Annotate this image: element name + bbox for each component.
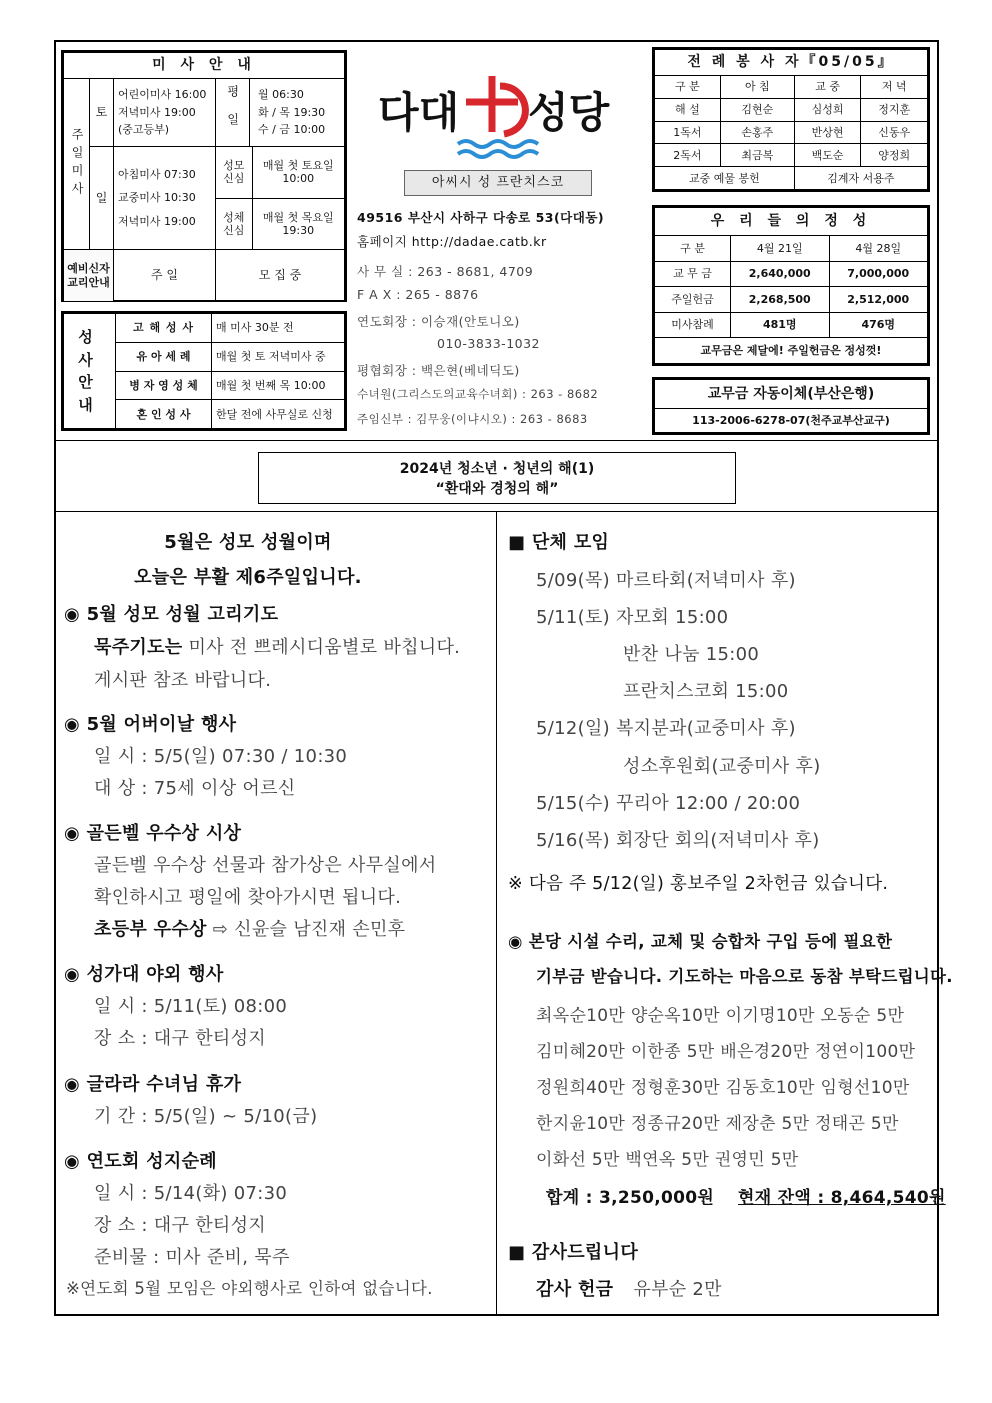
servers-header: 교 중: [794, 76, 861, 99]
servers-cell: 심성희: [794, 98, 861, 121]
homepage[interactable]: 홈페이지 http://dadae.catb.kr: [357, 234, 547, 249]
sunday-mass-label: 주일미사: [64, 79, 90, 250]
saturday-masses: 어린이미사 16:00 저녁미사 19:00 (중고등부): [114, 79, 216, 147]
chair-phone: 010-3833-1032: [437, 336, 541, 351]
parents-day-title: ◉ 5월 어버이날 행사: [64, 714, 237, 735]
offerings-value: 2,268,500: [731, 287, 830, 313]
offerings-row-label: 주일헌금: [655, 287, 731, 313]
goldenbell-line2: 확인하시고 평일에 찾아가시면 됩니다.: [94, 887, 402, 908]
office-phone: 사 무 실 : 263 - 8681, 4709: [357, 264, 534, 279]
group-item: 5/12(일) 복지분과(교중미사 후): [536, 718, 796, 739]
offerings-value: 2,640,000: [731, 261, 830, 287]
saturday-label: 토: [90, 79, 114, 147]
devotion2-label: 성체신심: [216, 198, 252, 249]
donation-title2: 기부금 받습니다. 기도하는 마음으로 동참 부탁드립니다.: [536, 967, 953, 986]
servers-role: 1독서: [655, 121, 721, 144]
group-item: 성소후원회(교중미사 후): [623, 756, 821, 777]
fax-number: F A X : 265 - 8876: [357, 287, 479, 302]
servers-cell: 반상현: [794, 121, 861, 144]
bank-account: 113-2006-6278-07(천주교부산교구): [655, 409, 928, 433]
header-divider: [54, 440, 939, 441]
catechism-status: 모 집 중: [216, 250, 345, 302]
sacraments-box: [61, 311, 347, 431]
group-item: 5/15(수) 꾸리아 12:00 / 20:00: [536, 793, 801, 814]
offerings-row-label: 교 무 금: [655, 261, 731, 287]
chair-person: 연도회장 : 이승재(안토니오): [357, 314, 520, 329]
parents-day-time: 일 시 : 5/5(일) 07:30 / 10:30: [94, 746, 348, 767]
offering-label: 교중 예물 봉헌: [655, 167, 795, 190]
choir-place: 장 소 : 대구 한티성지: [94, 1028, 266, 1049]
pilgrimage-title: ◉ 연도회 성지순례: [64, 1151, 217, 1172]
devotion-cells: [216, 147, 345, 250]
donor-row: 정원희40만 정형훈30만 김동호10만 임형선10만: [536, 1078, 910, 1098]
sacraments-label: 성사안내: [64, 314, 116, 429]
year-theme-box: [258, 452, 736, 504]
offerings-box: [652, 205, 930, 366]
sister-vacation-period: 기 간 : 5/5(일) ~ 5/10(금): [94, 1106, 318, 1127]
pilgrimage-prep: 준비물 : 미사 준비, 묵주: [94, 1247, 290, 1268]
sacrament-name: 혼 인 성 사: [116, 400, 212, 429]
choir-time: 일 시 : 5/11(토) 08:00: [94, 996, 288, 1017]
group-item: 반찬 나눔 15:00: [623, 644, 760, 665]
weekday-label: 평일: [216, 79, 250, 147]
pilgrimage-time: 일 시 : 5/14(화) 07:30: [94, 1183, 288, 1204]
offerings-header: 4월 21일: [731, 236, 830, 262]
thanks-line: 감사 헌금 유부순 2만: [536, 1279, 722, 1300]
logo-title-left: 다대: [378, 88, 460, 137]
group-item: 5/11(토) 자모회 15:00: [536, 607, 729, 628]
offerings-value: 7,000,000: [829, 261, 928, 287]
goldenbell-title: ◉ 골든벨 우수상 시상: [64, 823, 242, 844]
rosary-title: ◉ 5월 성모 성월 고리기도: [64, 604, 279, 625]
pilgrimage-place: 장 소 : 대구 한티성지: [94, 1215, 266, 1236]
servers-cell: 김현순: [720, 98, 794, 121]
pastor-phone: 주임신부 : 김무웅(이냐시오) : 263 - 8683: [357, 412, 588, 426]
sacrament-info: 한달 전에 사무실로 신청: [212, 400, 345, 429]
sacrament-info: 매 미사 30분 전: [212, 314, 345, 343]
mass-schedule-box: [61, 50, 347, 302]
offerings-row-label: 미사참례: [655, 312, 731, 338]
bank-transfer-box: [652, 377, 930, 435]
address: 49516 부산시 사하구 다송로 53(다대동): [357, 210, 605, 225]
weekday-masses: 월 06:30 화 / 목 19:30 수 / 금 10:00: [250, 79, 345, 147]
group-item: 5/16(목) 회장단 회의(저녁미사 후): [536, 830, 820, 851]
offerings-title: 우 리 들 의 정 성: [655, 208, 928, 236]
church-logo: [378, 72, 618, 177]
devotion1-label: 성모신심: [216, 147, 252, 198]
goldenbell-line1: 골든벨 우수상 선물과 참가상은 사무실에서: [94, 855, 437, 876]
group-item: 5/09(목) 마르타회(저녁미사 후): [536, 570, 796, 591]
servers-header: 구 분: [655, 76, 721, 99]
next-week-notice: ※ 다음 주 5/12(일) 홍보주일 2차헌금 있습니다.: [508, 874, 889, 894]
servers-cell: 정지훈: [861, 98, 928, 121]
sunday-masses: 아침미사 07:30 교중미사 10:30 저녁미사 19:00: [114, 147, 216, 250]
sunday-label: 일: [90, 147, 114, 250]
parents-day-target: 대 상 : 75세 이상 어르신: [94, 778, 296, 799]
offerings-note: 교무금은 제달에! 주일헌금은 정성껏!: [655, 338, 928, 364]
current-balance: 현재 잔액 : 8,464,540원: [738, 1188, 946, 1208]
servers-header: 아 침: [720, 76, 794, 99]
sacrament-info: 매월 첫 토 저녁미사 중: [212, 342, 345, 371]
mass-title: 미 사 안 내: [64, 53, 345, 79]
liturgy-servers-box: [652, 47, 930, 192]
council-president: 평협회장 : 백은현(베네딕도): [357, 363, 520, 378]
offerings-value: 476명: [829, 312, 928, 338]
theme-line1: 2024년 청소년 · 청년의 해(1): [399, 461, 595, 477]
group-item: 프란치스코회 15:00: [623, 681, 789, 702]
servers-role: 해 설: [655, 98, 721, 121]
rosary-text: 묵주기도는 미사 전 쁘레시디움별로 바칩니다.: [94, 637, 461, 658]
sacrament-name: 병 자 영 성 체: [116, 371, 212, 400]
sacrament-name: 유 아 세 례: [116, 342, 212, 371]
donor-row: 이화선 5만 백연옥 5만 권영민 5만: [536, 1150, 799, 1170]
logo-title-right: 성당: [528, 88, 610, 137]
offerings-value: 481명: [731, 312, 830, 338]
bank-title: 교무금 자동이체(부산은행): [655, 380, 928, 409]
servers-cell: 백도순: [794, 144, 861, 167]
sacrament-name: 고 해 성 사: [116, 314, 212, 343]
choir-title: ◉ 성가대 야외 행사: [64, 964, 224, 985]
logo-subtitle: 아씨시 성 프란치스코: [404, 170, 592, 196]
convent-phone: 수녀원(그리스도의교육수녀회) : 263 - 8682: [357, 387, 599, 401]
servers-title: 전 례 봉 사 자『05/05』: [655, 50, 928, 76]
servers-cell: 신동우: [861, 121, 928, 144]
servers-cell: 양정희: [861, 144, 928, 167]
offerings-value: 2,512,000: [829, 287, 928, 313]
sister-vacation-title: ◉ 글라라 수녀님 휴가: [64, 1074, 242, 1095]
rosary-text2: 게시판 참조 바랍니다.: [94, 670, 272, 691]
donation-total: 합계 : 3,250,000원: [546, 1188, 715, 1208]
thanks-title: ■ 감사드립니다: [508, 1242, 639, 1263]
offering-names: 김계자 서용주: [794, 167, 927, 190]
offerings-header: 구 분: [655, 236, 731, 262]
donor-row: 한지윤10만 정종규20만 제장춘 5만 정태곤 5만: [536, 1114, 899, 1134]
donor-row: 김미혜20만 이한종 5만 배은경20만 정연이100만: [536, 1042, 916, 1062]
intro-line2: 오늘은 부활 제6주일입니다.: [134, 567, 362, 588]
intro-line1: 5월은 성모 성월이며: [164, 532, 332, 553]
sacrament-info: 매월 첫 번째 목 10:00: [212, 371, 345, 400]
catechism-day: 주 일: [114, 250, 216, 302]
groups-title: ■ 단체 모임: [508, 532, 610, 553]
theme-line2: “환대와 경청의 해”: [435, 481, 559, 497]
devotion1-time: 매월 첫 토요일 10:00: [252, 147, 344, 198]
servers-header: 저 녁: [861, 76, 928, 99]
pilgrimage-note: ※연도회 5월 모임은 야외행사로 인하여 없습니다.: [66, 1279, 433, 1298]
catechism-label: 예비신자 교리안내: [64, 250, 114, 302]
servers-cell: 손홍주: [720, 121, 794, 144]
donation-title: ◉ 본당 시설 수리, 교체 및 승합차 구입 등에 필요한: [508, 932, 893, 951]
devotion2-time: 매월 첫 목요일 19:30: [262, 210, 334, 237]
servers-role: 2독서: [655, 144, 721, 167]
goldenbell-winners: 초등부 우수상 ⇨ 신윤슬 남진재 손민후: [94, 919, 406, 940]
donor-row: 최옥순10만 양순옥10만 이기명10만 오동순 5만: [536, 1006, 905, 1026]
servers-cell: 최금복: [720, 144, 794, 167]
offerings-header: 4월 28일: [829, 236, 928, 262]
column-separator: [496, 512, 497, 1316]
